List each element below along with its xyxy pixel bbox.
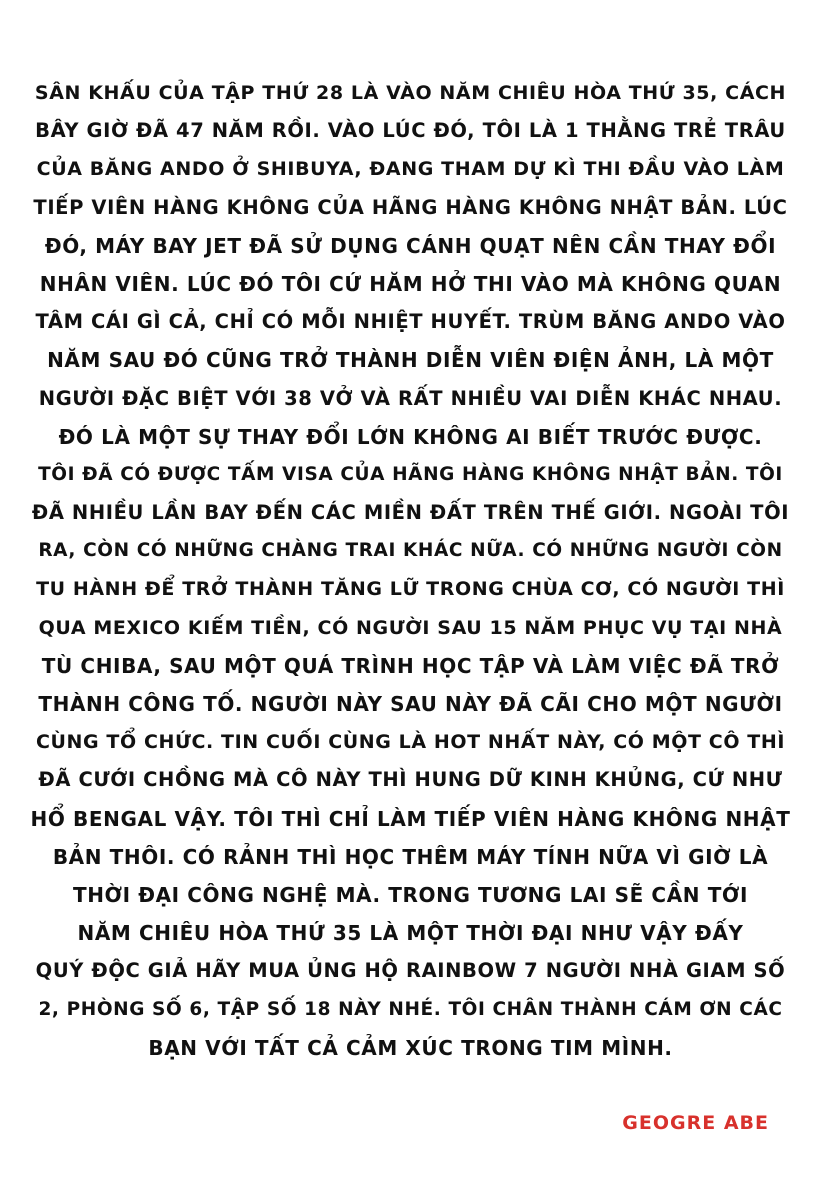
text-line: BẠN VỚI TẤT CẢ CẢM XÚC TRONG TIM MÌNH. (148, 1035, 673, 1060)
text-line: TIẾP VIÊN HÀNG KHÔNG CỦA HÃNG HÀNG KHÔNG NHẬT BẢN. LÚC (33, 195, 788, 219)
text-line: TÔI ĐÃ CÓ ĐƯỢC TẤM VISA CỦA HÃNG HÀNG KHÔNG NHẬT BẢN. TÔI (38, 463, 783, 485)
text-line: THỜI ĐẠI CÔNG NGHỆ MÀ. TRONG TƯƠNG LAI SẼ CẦN TỚI (72, 882, 749, 907)
text-line: NĂM CHIÊU HÒA THỨ 35 LÀ MỘT THỜI ĐẠI NHƯ VẬY ĐẤY (77, 921, 744, 946)
text-line: HỔ BENGAL VẬY. TÔI THÌ CHỈ LÀM TIẾP VIÊN HÀNG KHÔNG NHẬT (30, 806, 791, 831)
text-line: NHÂN VIÊN. LÚC ĐÓ TÔI CỨ HĂM HỞ THI VÀO MÀ KHÔNG QUAN (39, 271, 782, 296)
text-line: QUA MEXICO KIẾM TIỀN, CÓ NGƯỜI SAU 15 NĂM PHỤC VỤ TẠI NHÀ (38, 616, 783, 639)
text-line: QUÝ ĐỘC GIẢ HÃY MUA ỦNG HỘ RAINBOW 7 NGƯỜI NHÀ GIAM SỐ (35, 959, 786, 983)
text-line: ĐÓ LÀ MỘT SỰ THAY ĐỔI LỚN KHÔNG AI BIẾT TRƯỚC ĐƯỢC. (58, 424, 763, 449)
text-line: RA, CÒN CÓ NHỮNG CHÀNG TRAI KHÁC NỮA. CÓ NHỮNG NGƯỜI CÒN (38, 540, 783, 562)
text-line: ĐÃ CƯỚI CHỒNG MÀ CÔ NÀY THÌ HUNG DỮ KINH KHỦNG, CỨ NHƯ (38, 768, 783, 792)
text-line: NGƯỜI ĐẶC BIỆT VỚI 38 VỞ VÀ RẤT NHIỀU VAI DIỄN KHÁC NHAU. (38, 386, 783, 410)
text-line: CÙNG TỔ CHỨC. TIN CUỐI CÙNG LÀ HOT NHẤT NÀY, CÓ MỘT CÔ THÌ (35, 731, 786, 754)
text-line: SÂN KHẤU CỦA TẬP THỨ 28 LÀ VÀO NĂM CHIÊU HÒA THỨ 35, CÁCH (34, 82, 787, 104)
text-line: BẢN THÔI. CÓ RẢNH THÌ HỌC THÊM MÁY TÍNH NỮA VÌ GIỜ LÀ (52, 844, 769, 869)
author-signature: GEOGRE ABE (622, 1112, 769, 1134)
text-line: TÂM CÁI GÌ CẢ, CHỈ CÓ MỖI NHIỆT HUYẾT. TRÙM BĂNG ANDO VÀO (35, 310, 786, 334)
text-line: TU HÀNH ĐỂ TRỞ THÀNH TĂNG LỮ TRONG CHÙA CƠ, CÓ NGƯỜI THÌ (36, 578, 785, 601)
afterword-text (30, 74, 791, 1067)
text-line: THÀNH CÔNG TỐ. NGƯỜI NÀY SAU NÀY ĐÃ CÃI CHO MỘT NGƯỜI (38, 692, 783, 716)
text-line: NĂM SAU ĐÓ CŨNG TRỞ THÀNH DIỄN VIÊN ĐIỆN ẢNH, LÀ MỘT (47, 348, 774, 373)
text-line: TÙ CHIBA, SAU MỘT QUÁ TRÌNH HỌC TẬP VÀ LÀM VIỆC ĐÃ TRỞ (41, 653, 780, 678)
text-line: 2, PHÒNG SỐ 6, TẬP SỐ 18 NÀY NHÉ. TÔI CHÂN THÀNH CÁM ƠN CÁC (38, 998, 783, 1020)
text-line: BÂY GIỜ ĐÃ 47 NĂM RỒI. VÀO LÚC ĐÓ, TÔI LÀ 1 THẰNG TRẺ TRÂU (35, 119, 786, 143)
text-line: ĐÓ, MÁY BAY JET ĐÃ SỬ DỤNG CÁNH QUẠT NÊN CẦN THAY ĐỔI (44, 233, 777, 258)
text-line: CỦA BĂNG ANDO Ở SHIBUYA, ĐANG THAM DỰ KÌ THI ĐẦU VÀO LÀM (36, 158, 785, 181)
text-line: ĐÃ NHIỀU LẦN BAY ĐẾN CÁC MIỀN ĐẤT TRÊN THẾ GIỚI. NGOÀI TÔI (31, 501, 790, 525)
